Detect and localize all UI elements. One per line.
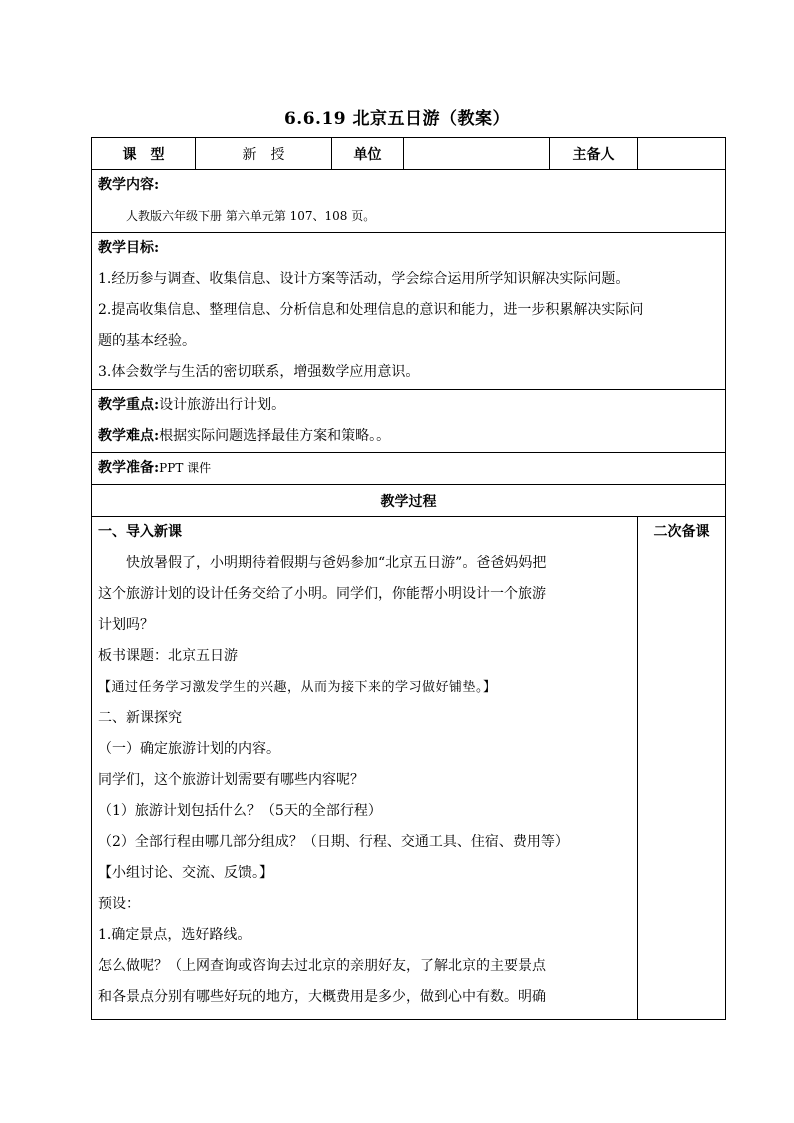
difficulty-line	[98, 421, 719, 452]
design-note-1: 【通过任务学习激发学生的兴趣，从而为接下来的学习做好铺垫。】	[98, 680, 497, 695]
preparer-value	[638, 138, 726, 170]
process-content	[92, 517, 638, 1020]
section-1-heading: 一、导入新课	[98, 524, 182, 540]
question-1: （1）旅游计划包括什么？（5天的全部行程）	[98, 803, 382, 819]
document-title: 6.6.19 北京五日游（教案）	[283, 109, 511, 129]
objectives-label: 教学目标:	[98, 240, 160, 256]
preparation-row	[92, 453, 726, 485]
process-heading: 教学过程	[92, 485, 726, 517]
difficulty-text: 根据实际问题选择最佳方案和策略。。	[159, 428, 391, 444]
key-difficulty-row	[92, 390, 726, 453]
course-type-value: 新 授	[196, 138, 332, 170]
process-body-row	[92, 517, 726, 1020]
question-line: 同学们，这个旅游计划需要有哪些内容呢？	[98, 772, 364, 788]
preparation-label: 教学准备:	[98, 460, 160, 476]
intro-paragraph-line-2: 这个旅游计划的设计任务交给了小明。同学们，你能帮小明设计一个旅游	[98, 586, 546, 602]
subsection-1: （一）确定旅游计划的内容。	[98, 741, 280, 757]
section-2-heading: 二、新课探究	[98, 710, 182, 726]
key-point-line	[98, 390, 719, 421]
intro-paragraph-line-1: 快放暑假了，小明期待着假期与爸妈参加“北京五日游”。爸爸妈妈把	[126, 555, 547, 571]
key-point-text: 设计旅游出行计划。	[159, 397, 286, 413]
objective-item-2-line-2: 题的基本经验。	[98, 333, 196, 349]
content-label: 教学内容:	[98, 177, 160, 193]
preparation-text: PPT 课件	[159, 461, 212, 475]
key-point-label: 教学重点:	[98, 397, 160, 413]
secondary-heading: 二次备课	[653, 524, 710, 540]
board-title: 板书课题：北京五日游	[98, 648, 238, 664]
content-text: 人教版六年级下册 第六单元第 107、108 页。	[126, 209, 376, 223]
preset-label: 预设：	[98, 896, 140, 912]
difficulty-label: 教学难点:	[98, 428, 160, 444]
content-row	[92, 170, 726, 233]
objective-item-1: 1.经历参与调查、收集信息、设计方案等活动，学会综合运用所学知识解决实际问题。	[98, 271, 630, 287]
course-type-label: 课 型	[92, 138, 196, 170]
preparer-label: 主备人	[550, 138, 638, 170]
objectives-row	[92, 233, 726, 390]
design-note-2: 【小组讨论、交流、反馈。】	[98, 865, 273, 881]
secondary-prep-column	[638, 517, 726, 1020]
intro-paragraph-line-3: 计划吗？	[98, 617, 154, 633]
step-1: 1.确定景点，选好路线。	[98, 927, 252, 943]
how-line-1: 怎么做呢？（上网查询或咨询去过北京的亲朋好友，了解北京的主要景点	[98, 958, 546, 974]
how-line-2: 和各景点分别有哪些好玩的地方，大概费用是多少，做到心中有数。明确	[98, 989, 546, 1005]
question-2: （2）全部行程由哪几部分组成？（日期、行程、交通工具、住宿、费用等）	[98, 834, 569, 850]
lesson-plan-table	[91, 137, 726, 1020]
objective-item-3: 3.体会数学与生活的密切联系，增强数学应用意识。	[98, 364, 420, 380]
objective-item-2-line-1: 2.提高收集信息、整理信息、分析信息和处理信息的意识和能力，进一步积累解决实际问	[98, 302, 644, 318]
header-row	[92, 138, 726, 170]
unit-label: 单位	[332, 138, 404, 170]
process-heading-row	[92, 485, 726, 517]
unit-value	[404, 138, 550, 170]
preparation-line	[98, 453, 719, 484]
